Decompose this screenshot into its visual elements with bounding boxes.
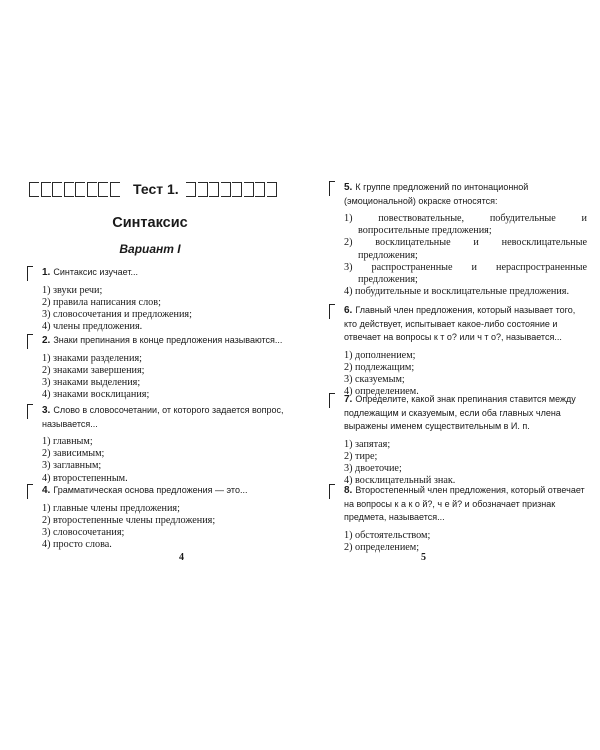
question-5 [332, 181, 587, 298]
option: 1) знаками разделения; [42, 352, 142, 364]
option: 3) заглавным; [42, 460, 102, 472]
options-list [332, 350, 587, 399]
question-4 [30, 484, 295, 551]
options-list [30, 353, 295, 402]
option: 1) звуки речи; [42, 284, 103, 296]
option: 1) главным; [42, 436, 93, 447]
question-number: 4. [42, 485, 51, 496]
question-8 [332, 484, 587, 554]
options-list [30, 503, 295, 552]
options-list [332, 213, 587, 298]
option: 3) сказуемым; [344, 373, 405, 385]
question-text: Знаки препинания в конце предложения называются... [53, 335, 283, 345]
options-list [332, 439, 587, 488]
option: 2) подлежащим; [344, 361, 415, 373]
options-list [30, 436, 295, 485]
question-number: 6. [344, 305, 353, 316]
question-3 [30, 404, 295, 485]
question-text: Второстепенный член предложения, который отвечает на вопросы к а к о й?, ч е й? и обозначает признак предмета, называется... [344, 485, 585, 522]
option: 4) члены предложения. [42, 321, 143, 333]
question-text: Определите, какой знак препинания ставится между подлежащим и сказуемым, если оба главных члена выражены именем существительным в И. п. [344, 394, 576, 431]
option: 4) знаками восклицания; [42, 389, 150, 401]
option: 2) правила написания слов; [42, 296, 161, 308]
test-title: Тест 1. [133, 181, 179, 197]
question-2 [30, 334, 295, 401]
question-text: Грамматическая основа предложения — это... [53, 485, 248, 495]
option: 4) побудительные и восклицательные предложения. [344, 286, 570, 298]
variant-title: Вариант I [119, 242, 181, 256]
option: 4) просто слова. [42, 539, 112, 551]
question-7 [332, 393, 587, 487]
option: 4) определением. [344, 386, 419, 398]
question-text: Слово в словосочетании, от которого задается вопрос, называется... [42, 405, 284, 429]
question-number: 7. [344, 394, 353, 405]
option: 4) второстепенным. [42, 472, 128, 484]
question-text: К группе предложений по интонационной (эмоциональной) окраске относятся: [344, 182, 529, 206]
option: 2) второстепенные члены предложения; [42, 514, 216, 526]
options-list [30, 285, 295, 334]
question-text: Синтаксис изучает... [53, 267, 139, 277]
option: 3) двоеточие; [344, 462, 402, 474]
question-number: 3. [42, 405, 51, 416]
option: 2) знаками завершения; [42, 364, 145, 376]
question-6 [332, 304, 587, 398]
question-text: Главный член предложения, который называет того, кто действует, испытывает какое-либо состояние и отвечает на вопросы к т о? или ч т о?, называется... [344, 305, 576, 342]
option: 2) определением; [344, 541, 420, 553]
option: 2) тире; [344, 450, 378, 462]
option: 1) обстоятельством; [344, 529, 431, 541]
question-number: 8. [344, 485, 353, 496]
option: 2) зависимым; [42, 448, 105, 460]
option: 3) словосочетания; [42, 526, 125, 538]
left-box-row [29, 182, 121, 197]
right-page [300, 0, 600, 750]
question-number: 5. [344, 182, 353, 193]
option: 3) распространенные и нераспространенные предложения; [344, 261, 587, 286]
test-header [25, 181, 283, 201]
right-box-row [186, 182, 278, 197]
option: 1) запятая; [344, 438, 391, 450]
option: 2) восклицательные и невосклицательные предложения; [344, 237, 587, 261]
options-list [332, 530, 587, 554]
question-number: 2. [42, 335, 51, 346]
option: 1) главные члены предложения; [42, 502, 180, 514]
option: 1) повествовательные, побудительные и вопросительные предложения; [344, 213, 587, 237]
section-title: Синтаксис [112, 215, 188, 231]
option: 3) знаками выделения; [42, 376, 141, 388]
option: 3) словосочетания и предложения; [42, 308, 192, 320]
option: 1) дополнением; [344, 349, 416, 361]
question-number: 1. [42, 267, 51, 278]
option: 4) восклицательный знак. [344, 475, 456, 487]
page-number: 4 [179, 552, 184, 563]
page-number: 5 [421, 552, 426, 563]
question-1 [30, 266, 295, 333]
